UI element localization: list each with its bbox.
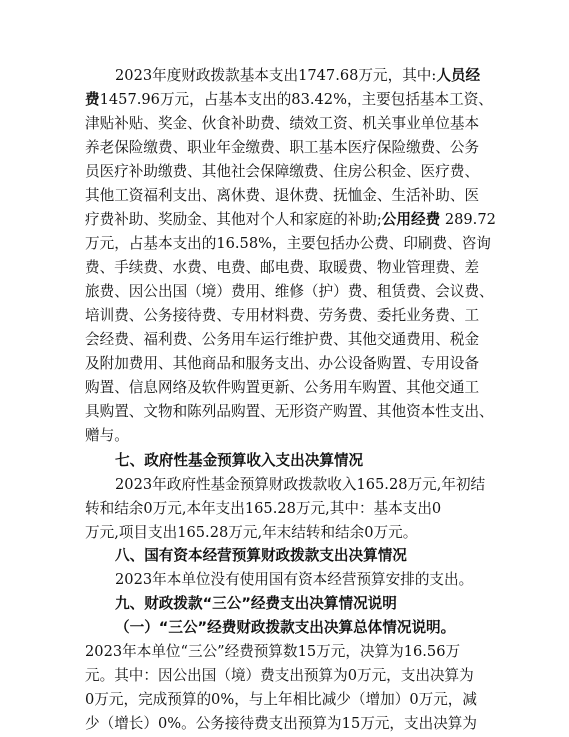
text-line (85, 210, 496, 230)
text-span: 疗费补助、奖励金、其他对个人和家庭的补助; (85, 211, 382, 228)
text-line: 津贴补贴、奖金、伙食补助费、绩效工资、机关事业单位基本 (85, 115, 480, 132)
section-heading: 七、政府性基金预算收入支出决算情况 (115, 452, 364, 469)
section-heading: 八、国有资本经营预算财政拨款支出决算情况 (115, 547, 407, 564)
text-line (115, 66, 489, 86)
text-line: 其他工资福利支出、离休费、退休费、抚恤金、生活补助、医 (85, 187, 480, 204)
bold-term-public: 公用经费 (381, 211, 441, 228)
text-line: 赠与。 (85, 427, 129, 444)
text-line: 培训费、公务接待费、专用材料费、劳务费、委托业务费、工 (85, 307, 480, 324)
text-line: 养老保险缴费、职业年金缴费、职工基本医疗保险缴费、公务 (85, 139, 480, 156)
section-heading: 九、财政拨款“三公”经费支出决算情况说明 (115, 595, 397, 612)
text-line: 及附加费用、其他商品和服务支出、办公设备购置、专用设备 (85, 355, 480, 372)
bold-term-personnel-end: 费 (85, 91, 100, 108)
text-line: 具购置、文物和陈列品购置、无形资产购置、其他资本性支出、 (85, 403, 494, 420)
text-line: 费、手续费、水费、电费、邮电费、取暖费、物业管理费、差 (85, 259, 480, 276)
text-line: 会经费、福利费、公务用车运行维护费、其他交通费用、税金 (85, 331, 480, 348)
text-line: 员医疗补助缴费、其他社会保障缴费、住房公积金、医疗费、 (85, 163, 480, 180)
bold-term-personnel: 人员经 (436, 67, 481, 84)
text-span: 2023年度财政拨款基本支出1747.68万元，其中: (115, 67, 437, 84)
text-line: 购置、信息网络及软件购置更新、公务用车购置、其他交通工 (85, 379, 480, 396)
text-line: 2023年政府性基金预算财政拨款收入165.28万元,年初结 (115, 476, 486, 493)
text-line: 转和结余0万元,本年支出165.28万元,其中：基本支出0 (85, 500, 442, 517)
text-line: 元。其中：因公出国（境）费支出预算为0万元，支出决算为 (85, 667, 474, 684)
text-span: 289.72 (440, 211, 496, 228)
text-line: 万元，占基本支出的16.58%，主要包括办公费、印刷费、咨询 (85, 235, 491, 252)
text-line: 0万元，完成预算的0%，与上年相比减少（增加）0万元，减 (85, 691, 477, 708)
text-line (85, 90, 493, 110)
text-line: 2023年本单位“三公”经费预算数15万元，决算为16.56万 (85, 643, 461, 660)
text-line: 少（增长）0%。公务接待费支出预算为15万元，支出决算为 (85, 715, 477, 732)
text-line: 万元,项目支出165.28万元,年末结转和结余0万元。 (85, 524, 418, 541)
subsection-heading: （一）“三公”经费财政拨款支出决算总体情况说明。 (115, 619, 456, 636)
text-line: 旅费、因公出国（境）费用、维修（护）费、租赁费、会议费、 (85, 283, 494, 300)
text-span: 1457.96万元，占基本支出的83.42%，主要包括基本工资、 (99, 91, 493, 108)
text-line: 2023年本单位没有使用国有资本经营预算安排的支出。 (115, 571, 474, 588)
